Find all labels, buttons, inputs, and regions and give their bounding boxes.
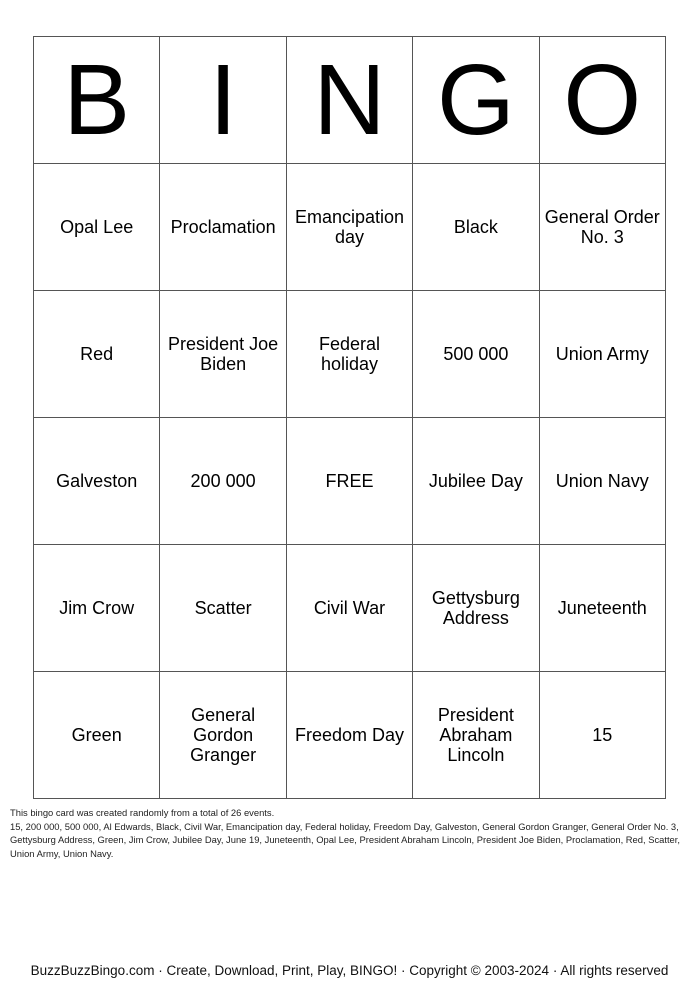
card-info (10, 806, 690, 860)
card-cell: General Gordon Granger (160, 672, 286, 799)
header-letter-i: I (160, 37, 286, 164)
card-row (34, 291, 666, 418)
card-cell: Black (413, 164, 539, 291)
card-cell: Jim Crow (34, 545, 160, 672)
card-row (34, 418, 666, 545)
event-list: 15, 200 000, 500 000, Al Edwards, Black, Civil War, Emancipation day, Federal holiday, Freedom Day, Galveston, General Gordon Granger, General Order No. 3, Gettysburg Address, Green, Jim Crow, Jubilee Day, June 19, Juneteenth, Opal Lee, President Abraham Lincoln, President Joe Biden, Proclamation, Red, Scatter, Union Army, Union Navy. (10, 820, 680, 859)
footer-copyright: BuzzBuzzBingo.com · Create, Download, Print, Play, BINGO! · Copyright © 2003-2024 · All rights reserved (30, 963, 669, 978)
header-letter-o: O (539, 37, 665, 164)
card-row (34, 164, 666, 291)
card-row (34, 672, 666, 799)
card-cell: Juneteenth (539, 545, 665, 672)
card-cell: Union Army (539, 291, 665, 418)
card-cell: Proclamation (160, 164, 286, 291)
card-cell: Green (34, 672, 160, 799)
card-cell: Federal holiday (286, 291, 412, 418)
card-cell: Red (34, 291, 160, 418)
card-cell: Union Navy (539, 418, 665, 545)
card-cell: Civil War (286, 545, 412, 672)
card-cell: 15 (539, 672, 665, 799)
card-cell: Jubilee Day (413, 418, 539, 545)
header-letter-g: G (413, 37, 539, 164)
card-cell: President Abraham Lincoln (413, 672, 539, 799)
card-cell: Freedom Day (286, 672, 412, 799)
header-row (34, 37, 666, 164)
card-cell: President Joe Biden (160, 291, 286, 418)
free-space-cell: FREE (286, 418, 412, 545)
card-cell: Gettysburg Address (413, 545, 539, 672)
card-cell: Galveston (34, 418, 160, 545)
header-letter-n: N (286, 37, 412, 164)
card-cell: Opal Lee (34, 164, 160, 291)
header-letter-b: B (34, 37, 160, 164)
card-cell: Emancipation day (286, 164, 412, 291)
bingo-card (33, 36, 666, 799)
card-row (34, 545, 666, 672)
card-summary: This bingo card was created randomly from a total of 26 events. (10, 807, 275, 818)
card-cell: Scatter (160, 545, 286, 672)
card-cell: General Order No. 3 (539, 164, 665, 291)
card-cell: 500 000 (413, 291, 539, 418)
card-cell: 200 000 (160, 418, 286, 545)
